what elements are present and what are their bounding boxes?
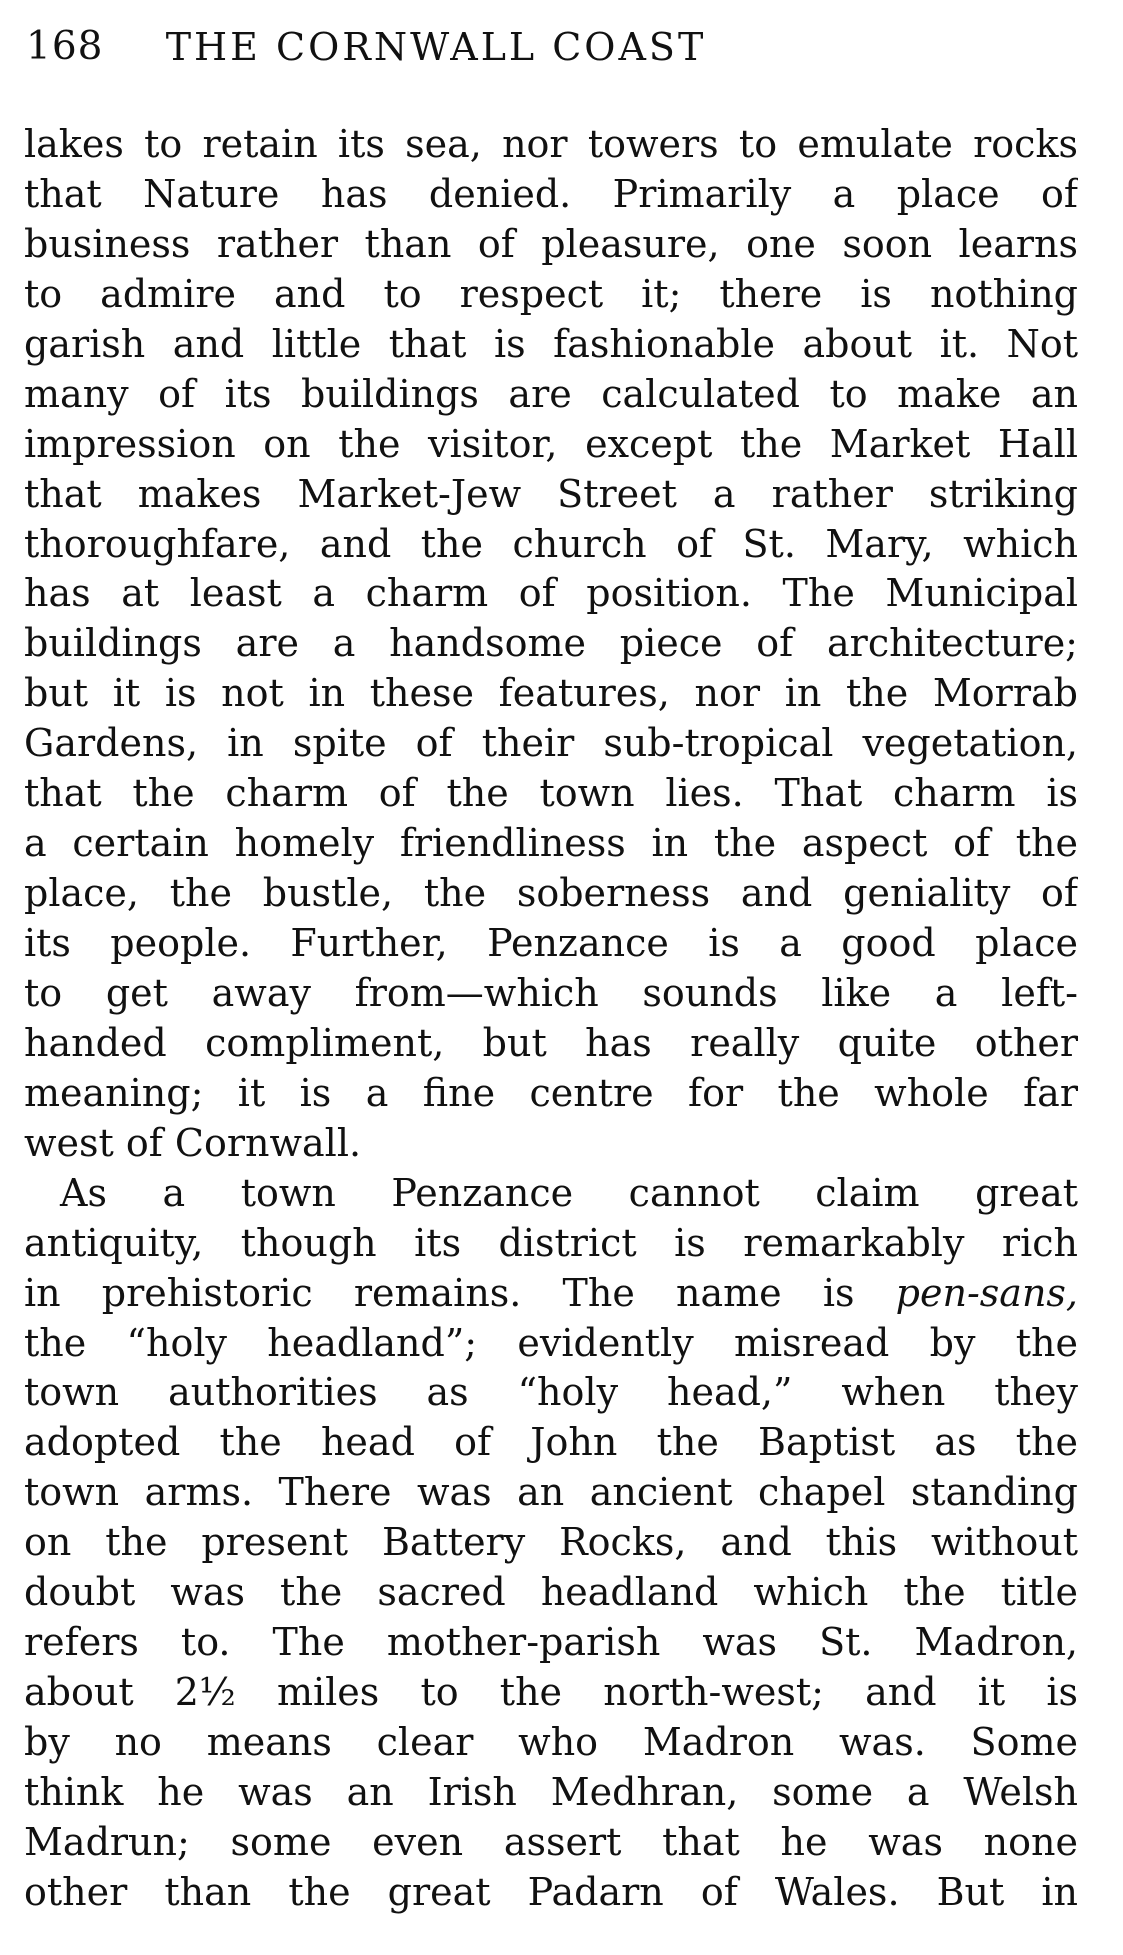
italic-term: pen-sans, <box>895 1270 1078 1315</box>
text-line: lakes to retain its sea, nor towers to emulate rocks <box>24 122 1078 166</box>
text-line: by no means clear who Madron was. Some <box>24 1720 1078 1764</box>
text-line: has at least a charm of position. The Municipal <box>24 571 1078 616</box>
text-line: Gardens, in spite of their sub-tropical vegetation, <box>24 721 1078 766</box>
page-number: 168 <box>26 24 104 69</box>
text-segment: in prehistoric remains. The name is <box>24 1270 896 1315</box>
text-line: doubt was the sacred headland which the title <box>24 1570 1078 1615</box>
text-line: other than the great Padarn of Wales. But in <box>24 1869 1078 1914</box>
text-line: its people. Further, Penzance is a good place <box>24 921 1078 965</box>
text-line: meaning; it is a fine centre for the whole far <box>24 1070 1078 1115</box>
text-line: garish and little that is fashionable about it. Not <box>24 321 1078 366</box>
page-header <box>26 22 1076 72</box>
text-line: to admire and to respect it; there is nothing <box>24 271 1078 316</box>
body-text <box>24 120 1078 1918</box>
text-line-with-italic <box>24 1269 1078 1319</box>
text-line: but it is not in these features, nor in the Morrab <box>24 671 1078 716</box>
text-line: town arms. There was an ancient chapel standing <box>24 1470 1078 1515</box>
text-line: buildings are a handsome piece of architecture; <box>24 621 1078 666</box>
text-line: that Nature has denied. Primarily a place of <box>24 171 1078 216</box>
paragraph-start-line: As a town Penzance cannot claim great <box>60 1170 1078 1215</box>
text-line: that the charm of the town lies. That charm is <box>24 771 1078 816</box>
text-line: thoroughfare, and the church of St. Mary, which <box>24 521 1078 566</box>
text-line: that makes Market-Jew Street a rather striking <box>24 471 1078 516</box>
text-line: to get away from—which sounds like a left- <box>24 970 1078 1015</box>
text-line: place, the bustle, the soberness and geniality of <box>24 871 1078 916</box>
text-line: think he was an Irish Medhran, some a Welsh <box>24 1769 1078 1814</box>
text-line: business rather than of pleasure, one soon learns <box>24 221 1078 266</box>
text-line: handed compliment, but has really quite other <box>24 1020 1078 1065</box>
text-line: adopted the head of John the Baptist as the <box>24 1420 1078 1465</box>
text-line: a certain homely friendliness in the aspect of the <box>24 821 1078 866</box>
paragraph-end-line: west of Cornwall. <box>24 1120 362 1165</box>
text-line: impression on the visitor, except the Market Hall <box>24 421 1078 466</box>
running-title: THE CORNWALL COAST <box>165 25 707 69</box>
text-line: refers to. The mother-parish was St. Madron, <box>24 1620 1078 1665</box>
text-line: the “holy headland”; evidently misread by the <box>24 1320 1078 1365</box>
text-line: antiquity, though its district is remarkably rich <box>24 1220 1078 1265</box>
text-line: many of its buildings are calculated to make an <box>24 371 1078 416</box>
text-line: town authorities as “holy head,” when they <box>24 1370 1078 1415</box>
text-line: about 2½ miles to the north-west; and it is <box>24 1670 1078 1715</box>
text-line: Madrun; some even assert that he was none <box>24 1819 1078 1864</box>
text-line: on the present Battery Rocks, and this without <box>24 1520 1078 1565</box>
